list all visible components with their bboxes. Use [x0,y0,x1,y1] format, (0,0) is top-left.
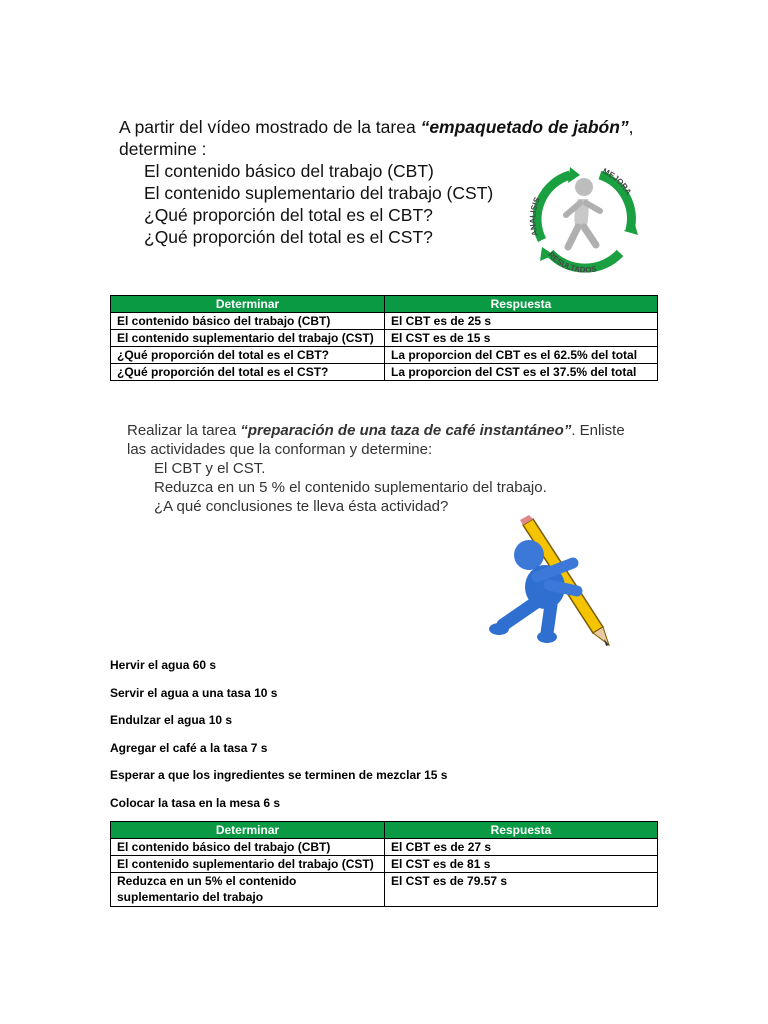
column-header-determinar: Determinar [111,296,385,313]
table-task2 [110,821,658,907]
table-header-row [111,296,658,313]
column-header-respuesta: Respuesta [385,822,658,839]
task2-intro: Realizar la tarea “preparación de una taza de café instantáneo”. Enliste las actividades que la conforman y determine: [127,422,625,458]
table-cell: El CST es de 81 s [385,856,658,873]
cycle-label-analysis: ANALISIS [528,195,542,238]
list-item: Esperar a que los ingredientes se terminen de mezclar 15 s [110,768,448,782]
analysis-cycle-illustration [520,155,650,280]
task1-item: ¿Qué proporción del total es el CST? [144,227,433,247]
task1-task-name: “empaquetado de jabón” [420,117,629,137]
table-cell: El CBT es de 27 s [385,839,658,856]
table-cell: El CST es de 79.57 s [385,873,658,907]
table-cell: El contenido básico del trabajo (CBT) [111,313,385,330]
activities-list [110,655,447,820]
table-row [111,347,658,364]
table-cell: El CST es de 15 s [385,330,658,347]
task2-item: ¿A qué conclusiones te lleva ésta actividad? [154,498,449,515]
cycle-label-improve: MEJORA [601,166,634,197]
table-cell: La proporcion del CST es el 37.5% del total [385,364,658,381]
table-row [111,330,658,347]
task2-task-name: “preparación de una taza de café instantáneo” [240,422,572,439]
table-cell: El contenido suplementario del trabajo (CST) [111,330,385,347]
table-cell: El contenido suplementario del trabajo (CST) [111,856,385,873]
task2-item: El CBT y el CST. [154,460,266,477]
table-cell: Reduzca en un 5% el contenido suplementario del trabajo [111,873,385,907]
list-item: Colocar la tasa en la mesa 6 s [110,795,281,810]
list-item: Hervir el agua 60 s [110,658,217,672]
task1-intro: A partir del vídeo mostrado de la tarea “empaquetado de jabón”, determine : [119,117,634,159]
table-row [111,856,658,873]
task1-item: El contenido básico del trabajo (CBT) [144,161,434,181]
cycle-arrow-left [537,175,570,240]
table-cell: La proporcion del CBT es el 62.5% del total [385,347,658,364]
pencil-figure-illustration [485,515,615,650]
list-item: Endulzar el agua 10 s [110,713,233,727]
table-cell: El contenido básico del trabajo (CBT) [111,839,385,856]
column-header-respuesta: Respuesta [385,296,658,313]
table-header-row [111,822,658,839]
column-header-determinar: Determinar [111,822,385,839]
table-row [111,313,658,330]
table-cell: El CBT es de 25 s [385,313,658,330]
walking-figure-icon [566,178,600,247]
task2-item: Reduzca en un 5 % el contenido suplementario del trabajo. [154,479,547,496]
table-row [111,839,658,856]
table-row [111,873,658,907]
table-cell: ¿Qué proporción del total es el CST? [111,364,385,381]
blue-figure-icon [489,540,577,643]
task2-block [127,421,647,516]
task1-item: El contenido suplementario del trabajo (CST) [144,183,494,203]
task1-item: ¿Qué proporción del total es el CBT? [144,205,433,225]
table-task1 [110,295,658,381]
cycle-label-results: RESULTADOS [546,250,598,275]
list-item: Agregar el café a la tasa 7 s [110,740,268,755]
list-item: Servir el agua a una tasa 10 s [110,685,278,700]
table-row [111,364,658,381]
table-cell: ¿Qué proporción del total es el CBT? [111,347,385,364]
